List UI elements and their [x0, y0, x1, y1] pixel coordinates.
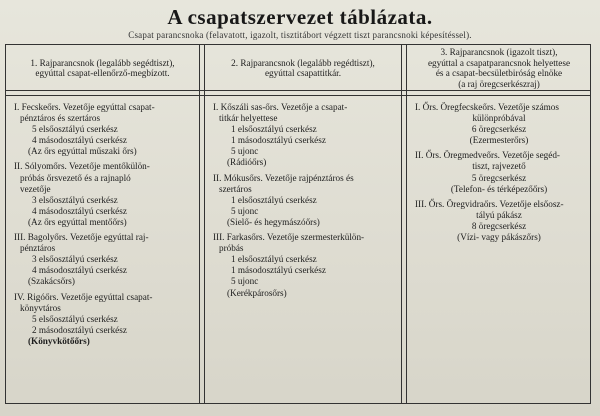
- member-count: 3 elsőosztályú cserkész: [32, 194, 118, 205]
- header-line: egyúttal a csapatparancsnok helyettese: [427, 57, 571, 68]
- patrol-heading: I. Kőszáli sas-őrs. Vezetője a csapat-: [213, 102, 348, 112]
- page-subtitle: Csapat parancsnoka (felavatott, igazolt, tisztitábort végzett tiszt parancsnoki képesítéssel).: [128, 30, 472, 40]
- patrol-specialty: (Könyvkötőőrs): [28, 335, 90, 346]
- patrol-entry: [14, 292, 191, 347]
- member-count: 2 másodosztályú cserkész: [32, 324, 127, 335]
- patrol-heading: III. Farkasőrs. Vezetője szermesterkülön-: [213, 232, 365, 243]
- member-count: 3 elsőosztályú cserkész: [32, 254, 118, 265]
- column-raj-2: [205, 98, 401, 299]
- patrol-heading: III. Őrs. Öregvidraőrs. Vezetője elsőosz-: [415, 198, 564, 209]
- patrol-entry: [14, 161, 191, 228]
- patrol-specialty: (Kerékpárosőrs): [227, 287, 287, 298]
- patrol-heading-cont: pénztáros és szertáros: [20, 113, 101, 124]
- header-line: 2. Rajparancsnok (legalább regédtiszt),: [231, 57, 375, 68]
- patrol-heading: III. Bagolyőrs. Vezetője egyúttal raj-: [14, 232, 149, 243]
- patrol-entry: [213, 173, 393, 228]
- header-raj-1: [6, 47, 199, 89]
- member-count: 6 öregcserkész: [471, 124, 527, 135]
- member-count: 5 ujonc: [231, 205, 259, 216]
- patrol-heading-cont: tályú pákász: [476, 209, 522, 220]
- member-count: 1 másodosztályú cserkész: [231, 135, 326, 146]
- patrol-heading-cont: próbás: [219, 243, 244, 254]
- column-raj-3: [407, 98, 591, 243]
- column-divider: [199, 45, 200, 403]
- patrol-heading: I. Őrs. Öregfecskeőrs. Vezetője számos: [415, 102, 559, 112]
- patrol-specialty: (Sielő- és hegymászóőrs): [227, 216, 320, 227]
- patrol-entry: [415, 199, 583, 243]
- member-count: 5 ujonc: [231, 146, 259, 157]
- organization-table: [5, 44, 591, 404]
- header-line: egyúttal csapat-ellenőrző-megbízott.: [35, 68, 170, 78]
- patrol-heading-cont: szertáros: [219, 183, 252, 194]
- patrol-heading-cont: könyvtáros: [20, 302, 61, 313]
- patrol-heading: II. Sólyomőrs. Vezetője mentőkülön-: [14, 161, 150, 172]
- patrol-specialty: (Vízi- vagy pákászőrs): [457, 232, 541, 243]
- column-raj-1: [6, 98, 199, 347]
- patrol-entry: [415, 150, 583, 194]
- header-line: és a csapat-becsületbiróság elnöke: [435, 68, 563, 78]
- page-title: A csapatszervezet táblázata.: [167, 5, 433, 29]
- patrol-specialty: (Az őrs egyúttal mentőőrs): [28, 216, 127, 227]
- member-count: 5 öregcserkész: [471, 172, 527, 183]
- column-divider: [401, 45, 402, 403]
- member-count: 1 elsőosztályú cserkész: [231, 194, 317, 205]
- member-count: 1 másodosztályú cserkész: [231, 265, 326, 276]
- patrol-heading: II. Mókusőrs. Vezetője rajpénztáros és: [213, 172, 354, 183]
- header-raj-3: [407, 47, 591, 89]
- patrol-specialty: (Rádióőrs): [227, 157, 267, 168]
- member-count: 5 ujonc: [231, 276, 259, 287]
- member-count: 8 öregcserkész: [471, 220, 527, 231]
- header-raj-2: [205, 47, 401, 89]
- patrol-heading-cont: próbás őrsvezető és a rajnapló: [20, 172, 131, 183]
- header-divider: [6, 90, 590, 91]
- patrol-heading: I. Fecskeőrs. Vezetője egyúttal csapat-: [14, 102, 155, 112]
- header-line: 3. Rajparancsnok (igazolt tiszt),: [440, 47, 558, 57]
- header-divider: [6, 95, 590, 96]
- member-count: 4 másodosztályú cserkész: [32, 205, 127, 216]
- patrol-entry: [213, 102, 393, 169]
- patrol-entry: [213, 232, 393, 299]
- patrol-entry: [14, 232, 191, 287]
- patrol-heading-cont: különpróbával: [472, 113, 526, 124]
- patrol-entry: [14, 102, 191, 157]
- member-count: 1 elsőosztályú cserkész: [231, 254, 317, 265]
- header-line: (a raj öregcserkészraj): [458, 78, 540, 89]
- patrol-heading-cont: pénztáros: [20, 243, 56, 254]
- member-count: 1 elsőosztályú cserkész: [231, 124, 317, 135]
- patrol-heading: II. Őrs. Öregmedveőrs. Vezetője segéd-: [415, 150, 560, 161]
- member-count: 4 másodosztályú cserkész: [32, 265, 127, 276]
- member-count: 4 másodosztályú cserkész: [32, 135, 127, 146]
- patrol-heading-cont: vezetője: [20, 183, 51, 194]
- patrol-heading: IV. Rigóőrs. Vezetője egyúttal csapat-: [14, 291, 153, 302]
- patrol-specialty: (Az őrs egyúttal műszaki őrs): [28, 146, 137, 157]
- patrol-specialty: (Telefon- és térképezőőrs): [450, 183, 548, 194]
- member-count: 5 elsőosztályú cserkész: [32, 124, 118, 135]
- patrol-heading-cont: titkár helyettese: [219, 113, 278, 124]
- patrol-specialty: (Szakácsőrs): [28, 276, 75, 287]
- patrol-heading-cont: tiszt, rajvezető: [472, 161, 526, 172]
- header-line: 1. Rajparancsnok (legalább segédtiszt),: [30, 57, 175, 68]
- header-line: egyúttal csapattitkár.: [264, 68, 341, 78]
- patrol-specialty: (Ezermesterőrs): [469, 135, 529, 146]
- member-count: 5 elsőosztályú cserkész: [32, 313, 118, 324]
- patrol-entry: [415, 102, 583, 146]
